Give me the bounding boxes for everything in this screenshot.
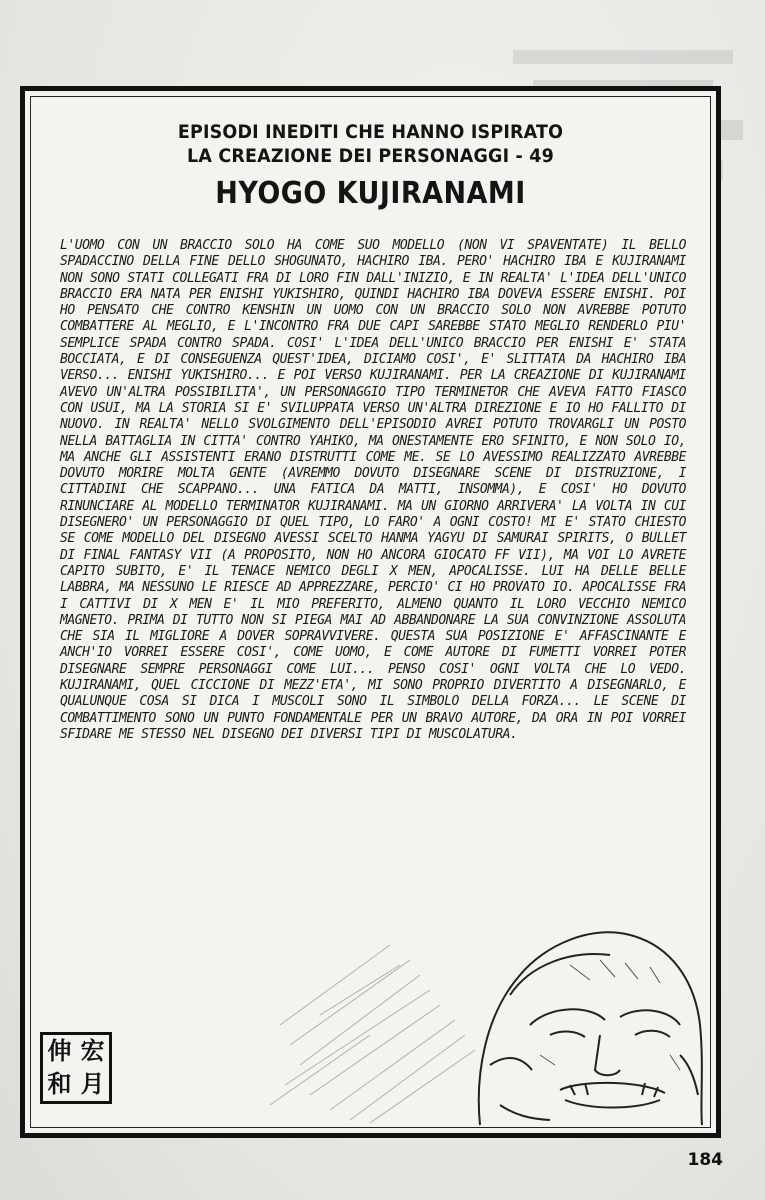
- page-title: HYOGO KUJIRANAMI: [215, 176, 526, 211]
- character-sketch: [270, 905, 710, 1127]
- subtitle-line-2: LA CREAZIONE DEI PERSONAGGI - 49: [187, 145, 554, 167]
- author-seal: [40, 1032, 112, 1104]
- seal-glyph: 宏: [80, 1036, 105, 1065]
- seal-glyph: 和: [47, 1069, 72, 1098]
- page-number: 184: [687, 1150, 723, 1170]
- subtitle-line-1: EPISODI INEDITI CHE HANNO ISPIRATO: [177, 121, 564, 143]
- seal-glyph: 伸: [47, 1036, 72, 1065]
- kujiranami-sketch-drawing: [270, 905, 710, 1127]
- body-text: L'UOMO CON UN BRACCIO SOLO HA COME SUO MODELLO (NON VI SPAVENTATE) IL BELLO SPADACCINO DELLA FINE DELLO SHOGUNATO, HACHIRO IBA. PERO' HACHIRO IBA E KUJIRANAMI NON SONO STATI COLLEGATI FRA DI LORO FIN DALL'INIZIO, E IN REALTA' L'IDEA DELL'UNICO BRACCIO ERA NATA PER ENISHI YUKISHIRO, QUINDI HACHIRO IBA DOVEVA ESSERE ENISHI. POI HO PENSATO CHE CONTRO KENSHIN UN UOMO CON UN BRACCIO SOLO NON AVREBBE POTUTO COMBATTERE AL MEGLIO, E L'INCONTRO FRA DUE CAPI SAREBBE STATO MEGLIO RENDERLO PIU' SEMPLICE SPADA CONTRO SPADA. COSI' L'IDEA DELL'UNICO BRACCIO PER ENISHI E' STATA BOCCIATA, E DI CONSEGUENZA QUEST'IDEA, DICIAMO COSI', E' SLITTATA DA HACHIRO IBA VERSO... ENISHI YUKISHIRO... E POI VERSO KUJIRANAMI. PER LA CREAZIONE DI KUJIRANAMI AVEVO UN'ALTRA POSSIBILITA', UN PERSONAGGIO TIPO TERMINETOR CHE AVEVA FATTO FIASCO CON USUI, MA LA STORIA SI E' SVILUPPATA VERSO UN'ALTRA DIREZIONE E IO HO FALLITO DI NUOVO. IN REALTA' NELLO SVOLGIMENTO DELL'EPISODIO AVREI POTUTO TROVARGLI UN POSTO NELLA BATTAGLIA IN CITTA' CONTRO YAHIKO, MA ONESTAMENTE ERO SFINITO, E NON SOLO IO, MA ANCHE GLI ASSISTENTI ERANO DISTRUTTI COME ME. SE LO AVESSIMO REALIZZATO AVREBBE DOVUTO MORIRE MOLTA GENTE (AVREMMO DOVUTO DISEGNARE SCENE DI DISTRUZIONE, I CITTADINI CHE SCAPPANO... UNA FATICA DA MATTI, INSOMMA), E COSI' HO DOVUTO RINUNCIARE AL MODELLO TERMINATOR KUJIRANAMI. MA UN GIORNO ARRIVERA' LA VOLTA IN CUI DISEGNERO' UN PERSONAGGIO DI QUEL TIPO, LO FARO' A OGNI COSTO! MI E' STATO CHIESTO SE COME MODELLO DEL DISEGNO AVESSI SCELTO HANMA YAGYU DI SAMURAI SPIRITS, O BULLET DI FINAL FANTASY VII (A PROPOSITO, NON HO ANCORA GIOCATO FF VII), MA VOI LO AVRETE CAPITO SUBITO, E' IL TENACE NEMICO DEGLI X MEN, APOCALISSE. LUI HA DELLE BELLE LABBRA, MA NESSUNO LE RIESCE AD APPREZZARE, PERCIO' CI HO PROVATO IO. APOCALISSE FRA I CATTIVI DI X MEN E' IL MIO PREFERITO, ALMENO QUANTO IL LORO VECCHIO NEMICO MAGNETO. PRIMA DI TUTTO NON SI PIEGA MAI AD ABBANDONARE LA SUA CONVINZIONE ASSOLUTA CHE SIA IL MIGLIORE A DOVER SOPRAVVIVERE. QUESTA SUA POSIZIONE E' AFFASCINANTE E ANCH'IO VORREI ESSERE COSI', COME UOMO, E COME AUTORE DI FUMETTI VORREI POTER DISEGNARE SEMPRE PERSONAGGI COME LUI... PENSO COSI' OGNI VOLTA CHE LO VEDO. KUJIRANAMI, QUEL CICCIONE DI MEZZ'ETA', MI SONO PROPRIO DIVERTITO A DISEGNARLO, E QUALUNQUE COSA SI DICA I MUSCOLI SONO IL SIMBOLO DELLA FORZA... LE SCENE DI COMBATTIMENTO SONO UN PUNTO FONDAMENTALE PER UN BRAVO AUTORE, DA ORA IN POI VORREI SFIDARE ME STESSO NEL DISEGNO DEI DIVERSI TIPI DI MUSCOLATURA.: [60, 238, 686, 742]
- header: [30, 120, 711, 212]
- seal-glyph: 月: [80, 1069, 105, 1098]
